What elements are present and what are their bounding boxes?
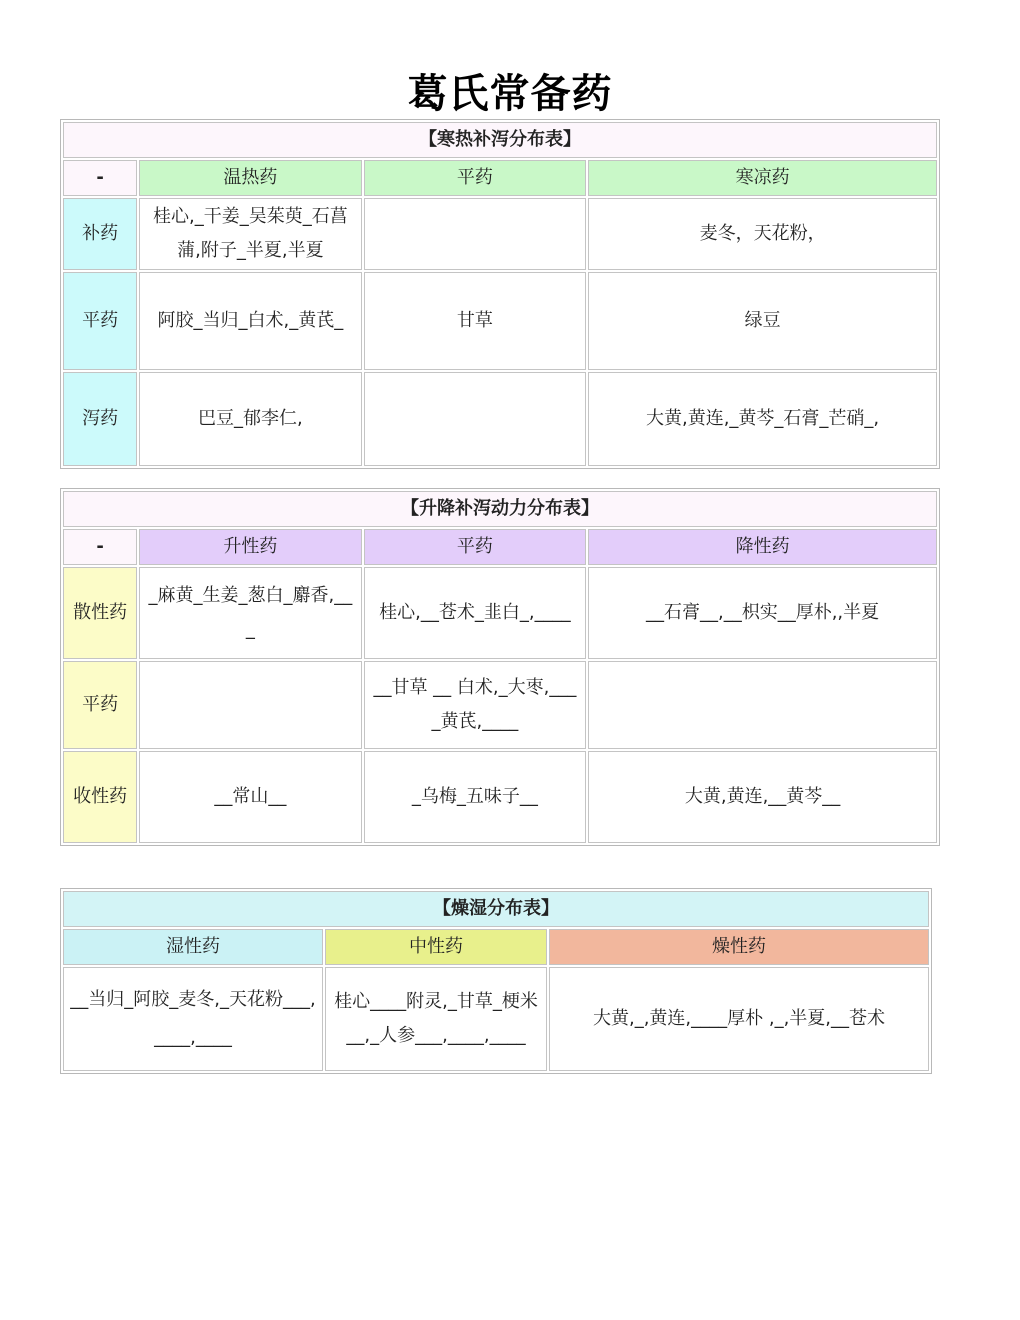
page-title: 葛氏常备药 <box>407 71 613 117</box>
column-header: 寒凉药 <box>588 160 937 196</box>
table-cell: __常山__ <box>139 751 362 843</box>
table-cell: 大黄,_,黄连,____厚朴 ,_,半夏,__苍术 <box>549 967 929 1071</box>
row-header: 平药 <box>63 661 137 749</box>
cold-heat-table <box>60 119 940 469</box>
corner-cell: - <box>63 529 137 565</box>
table-cell: 桂心,__苍术_韭白_,____ <box>364 567 587 659</box>
table-caption: 【寒热补泻分布表】 <box>63 122 937 158</box>
table-cell: __甘草 __ 白术,_大枣,____黄芪,____ <box>364 661 587 749</box>
column-header: 中性药 <box>325 929 547 965</box>
column-header: 平药 <box>364 160 587 196</box>
ascend-descend-table <box>60 488 940 846</box>
table-cell: _乌梅_五味子__ <box>364 751 587 843</box>
row-header: 补药 <box>63 198 137 270</box>
table-caption: 【燥湿分布表】 <box>63 891 929 927</box>
table-cell <box>364 372 587 466</box>
column-header: 升性药 <box>139 529 362 565</box>
table-cell <box>364 198 587 270</box>
table-caption: 【升降补泻动力分布表】 <box>63 491 937 527</box>
dry-wet-table <box>60 888 932 1074</box>
table-cell: 桂心,_干姜_吴茱萸_石菖蒲,附子_半夏,半夏 <box>139 198 362 270</box>
row-header: 散性药 <box>63 567 137 659</box>
table-cell: __石膏__,__枳实__厚朴,,半夏 <box>588 567 937 659</box>
column-header: 平药 <box>364 529 587 565</box>
table-cell: 阿胶_当归_白术,_黄芪_ <box>139 272 362 370</box>
table-cell: 麦冬，天花粉， <box>588 198 937 270</box>
corner-cell: - <box>63 160 137 196</box>
row-header: 平药 <box>63 272 137 370</box>
column-header: 降性药 <box>588 529 937 565</box>
column-header: 温热药 <box>139 160 362 196</box>
table-cell: 巴豆_郁李仁, <box>139 372 362 466</box>
column-header: 燥性药 <box>549 929 929 965</box>
table-cell <box>588 661 937 749</box>
table-cell: 桂心____附灵,_甘草_梗米__,_人参___,____,____ <box>325 967 547 1071</box>
table-cell: 大黄,黄连,_黄芩_石膏_芒硝_, <box>588 372 937 466</box>
row-header: 泻药 <box>63 372 137 466</box>
table-cell: 绿豆 <box>588 272 937 370</box>
row-header: 收性药 <box>63 751 137 843</box>
table-cell <box>139 661 362 749</box>
table-cell: 甘草 <box>364 272 587 370</box>
column-header: 湿性药 <box>63 929 323 965</box>
table-cell: _麻黄_生姜_葱白_麝香,___ <box>139 567 362 659</box>
table-cell: __当归_阿胶_麦冬,_天花粉___,____,____ <box>63 967 323 1071</box>
table-cell: 大黄,黄连,__黄芩__ <box>588 751 937 843</box>
